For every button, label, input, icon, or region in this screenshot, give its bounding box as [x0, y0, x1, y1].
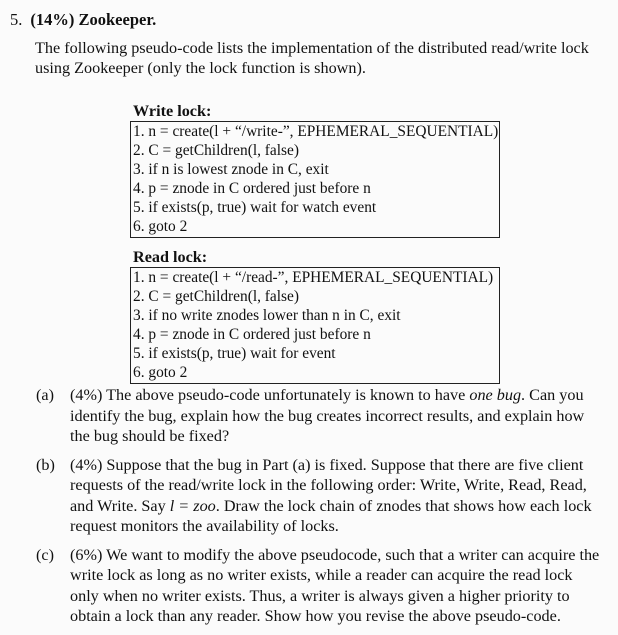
read-lock-heading: Read lock:	[133, 248, 208, 266]
read-lock-block	[130, 247, 510, 384]
problem-intro: The following pseudo-code lists the implementation of the distributed read/write lock using Zookeeper (only the lock function is shown).	[35, 39, 589, 77]
write-lock-block	[130, 101, 510, 238]
question-b-text-pre: (4%) Suppose that the bug in Part (a) is fixed. Suppose that there are five client requests of the read/write lock in the following order: Write, Write, Read, Read, and Write. Say	[70, 455, 587, 515]
question-c-text: (6%) We want to modify the above pseudocode, such that a writer can acquire the write lock as long as no writer exists, while a reader can acquire the read lock only when no writer exists. Thus, a writer is always given a higher priority to obtain a lock than any reader. Show how you revise the above pseudo-code.	[70, 545, 600, 625]
read-lock-line: 6. goto 2	[133, 364, 188, 381]
problem-title: (14%) Zookeeper.	[30, 10, 157, 29]
question-b-emphasis: l = zoo	[169, 496, 216, 515]
question-b	[36, 455, 602, 537]
write-lock-line: 2. C = getChildren(l, false)	[133, 142, 299, 159]
write-lock-line: 6. goto 2	[133, 218, 188, 235]
question-c-label: (c)	[36, 545, 54, 564]
read-lock-line: 5. if exists(p, true) wait for event	[133, 345, 336, 362]
question-a-label: (a)	[36, 386, 54, 404]
read-lock-line: 2. C = getChildren(l, false)	[133, 288, 299, 305]
write-lock-line: 4. p = znode in C ordered just before n	[133, 180, 371, 197]
write-lock-code-box	[130, 121, 500, 238]
write-lock-heading: Write lock:	[133, 102, 212, 120]
question-b-label: (b)	[36, 455, 55, 474]
write-lock-line: 1. n = create(l + “/write-”, EPHEMERAL_SEQUENTIAL)	[133, 123, 499, 140]
read-lock-line: 3. if no write znodes lower than n in C, exit	[133, 307, 401, 324]
question-a-text-post: . Can you identify the bug, explain how the bug creates incorrect results, and explain how the bug should be fixed?	[70, 386, 585, 445]
write-lock-line: 5. if exists(p, true) wait for watch event	[133, 199, 377, 216]
question-a	[36, 385, 602, 447]
question-list	[36, 385, 602, 635]
problem-number: 5.	[10, 10, 23, 29]
problem-header	[10, 10, 156, 30]
read-lock-code-box	[130, 267, 500, 384]
read-lock-line: 1. n = create(l + “/read-”, EPHEMERAL_SEQUENTIAL)	[133, 269, 494, 286]
question-a-emphasis: one bug	[469, 386, 522, 404]
question-b-text-post: . Draw the lock chain of znodes that shows how each lock request monitors the availability of locks.	[70, 496, 592, 535]
question-c	[36, 545, 602, 627]
read-lock-line: 4. p = znode in C ordered just before n	[133, 326, 371, 343]
write-lock-line: 3. if n is lowest znode in C, exit	[133, 161, 329, 178]
question-a-text-pre: (4%) The above pseudo-code unfortunately is known to have	[70, 386, 470, 404]
